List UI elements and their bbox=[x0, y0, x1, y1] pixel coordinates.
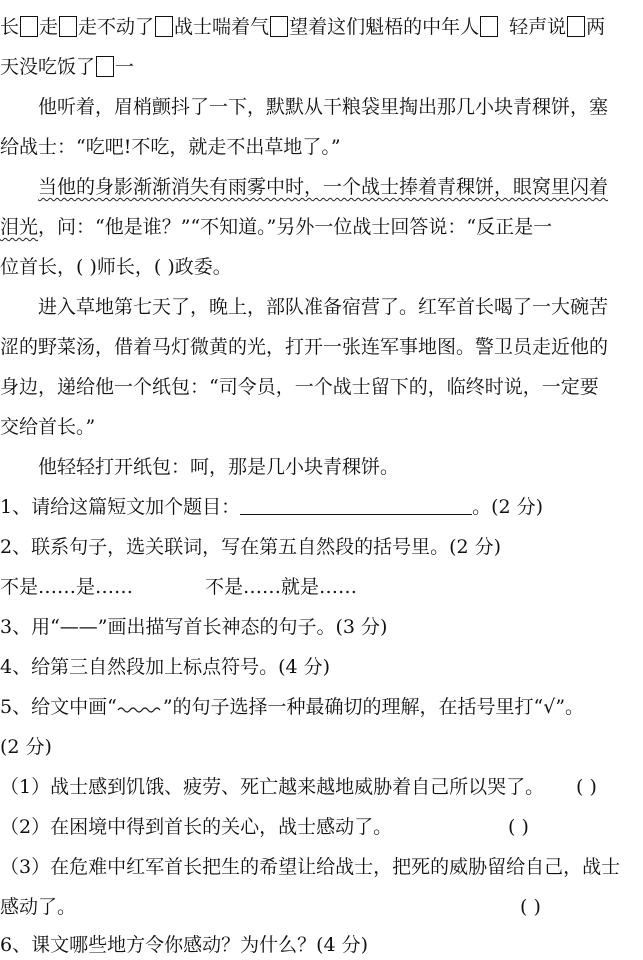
question-2: 2、联系句子，选关联词，写在第五自然段的括号里。(2 分) bbox=[0, 536, 502, 558]
paragraph-4-line-3: 身边，递给他一个纸包：“司令员，一个战士留下的，临终时说，一定要 bbox=[0, 376, 599, 398]
punctuation-box[interactable] bbox=[155, 16, 173, 37]
text-segment: ，问：“他是谁？”“不知道。”另外一位战士回答说：“反正是一 bbox=[38, 216, 553, 238]
punctuation-box[interactable] bbox=[480, 16, 498, 37]
option-text: 感动了。 bbox=[0, 896, 77, 918]
question-text: 5、给文中画“ bbox=[0, 696, 117, 718]
answer-parentheses[interactable]: ( ) bbox=[576, 776, 597, 798]
paragraph-2-line-1: 他听着，眉梢颤抖了一下，默默从干粮袋里掏出那几小块青稞饼，塞 bbox=[38, 96, 609, 118]
option-text: （1）战士感到饥饿、疲劳、死亡越来越地威胁着自己所以哭了。 bbox=[0, 776, 545, 798]
option-2 bbox=[0, 814, 643, 840]
question-score: 。(2 分) bbox=[472, 496, 544, 518]
wavy-underlined-sentence: 当他的身影渐渐消失有雨雾中时，一个战士捧着青稞饼，眼窝里闪着 bbox=[38, 176, 609, 198]
paragraph-4-line-4: 交给首长。” bbox=[0, 416, 96, 438]
question-4: 4、给第三自然段加上标点符号。(4 分) bbox=[0, 656, 331, 678]
answer-parentheses[interactable]: ( ) bbox=[520, 896, 541, 918]
punctuation-box[interactable] bbox=[270, 16, 288, 37]
question-6: 6、课文哪些地方令你感动？为什么？(4 分) bbox=[0, 934, 369, 956]
question-5 bbox=[0, 694, 643, 720]
punctuation-box[interactable] bbox=[20, 16, 38, 37]
option-3-line-1: （3）在危难中红军首长把生的希望让给战士，把死的威胁留给自己，战士 bbox=[0, 856, 621, 878]
paragraph-1-line-2 bbox=[0, 54, 643, 80]
paragraph-3-line-3: 位首长，( )师长，( )政委。 bbox=[0, 256, 232, 278]
wavy-line-mark bbox=[117, 704, 163, 714]
question-text: ”的句子选择一种最确切的理解，在括号里打“√”。 bbox=[162, 696, 585, 718]
option-text: （2）在困境中得到首长的关心，战士感动了。 bbox=[0, 816, 393, 838]
question-1 bbox=[0, 494, 643, 520]
paragraph-3-line-2 bbox=[0, 214, 643, 240]
punctuation-box[interactable] bbox=[59, 16, 77, 37]
text-segment: 天没吃饭了 bbox=[0, 56, 96, 78]
question-5-score: (2 分) bbox=[0, 736, 52, 758]
paragraph-5-line-1: 他轻轻打开纸包：呵，那是几小块青稞饼。 bbox=[38, 456, 400, 478]
paragraph-4-line-1: 进入草地第七天了，晚上，部队准备宿营了。红军首长喝了一大碗苦 bbox=[38, 296, 609, 318]
question-3: 3、用“——”画出描写首长神态的句子。(3 分) bbox=[0, 616, 388, 638]
text-segment: 望着这们魁梧的中年人 bbox=[289, 16, 480, 38]
punctuation-box[interactable] bbox=[96, 56, 114, 77]
title-answer-blank[interactable] bbox=[240, 496, 472, 515]
text-segment: 两 bbox=[586, 16, 606, 38]
conjunction-option: 不是……是…… bbox=[0, 576, 134, 598]
option-3-line-2 bbox=[0, 894, 643, 920]
wavy-underlined-sentence-end: 泪光 bbox=[0, 216, 39, 238]
answer-parentheses[interactable]: ( ) bbox=[508, 816, 529, 838]
question-text: 1、请给这篇短文加个题目： bbox=[0, 496, 241, 518]
punctuation-box[interactable] bbox=[567, 16, 585, 37]
text-segment: 轻声说 bbox=[509, 16, 567, 38]
text-segment: 一 bbox=[115, 56, 135, 78]
conjunction-option: 不是……就是…… bbox=[205, 576, 358, 598]
text-segment: 战士喘着气 bbox=[174, 16, 270, 38]
paragraph-2-line-2: 给战士：“吃吧!不吃，就走不出草地了。” bbox=[0, 136, 341, 158]
paragraph-3-line-1 bbox=[0, 174, 643, 200]
text-segment: 长 bbox=[0, 16, 20, 38]
paragraph-1-line-1 bbox=[0, 14, 643, 40]
option-1 bbox=[0, 774, 643, 800]
text-segment: 走 bbox=[39, 16, 59, 38]
text-segment: 走不动了 bbox=[78, 16, 155, 38]
paragraph-4-line-2: 涩的野菜汤，借着马灯微黄的光，打开一张连军事地图。警卫员走近他的 bbox=[0, 336, 609, 358]
question-2-options bbox=[0, 574, 643, 600]
